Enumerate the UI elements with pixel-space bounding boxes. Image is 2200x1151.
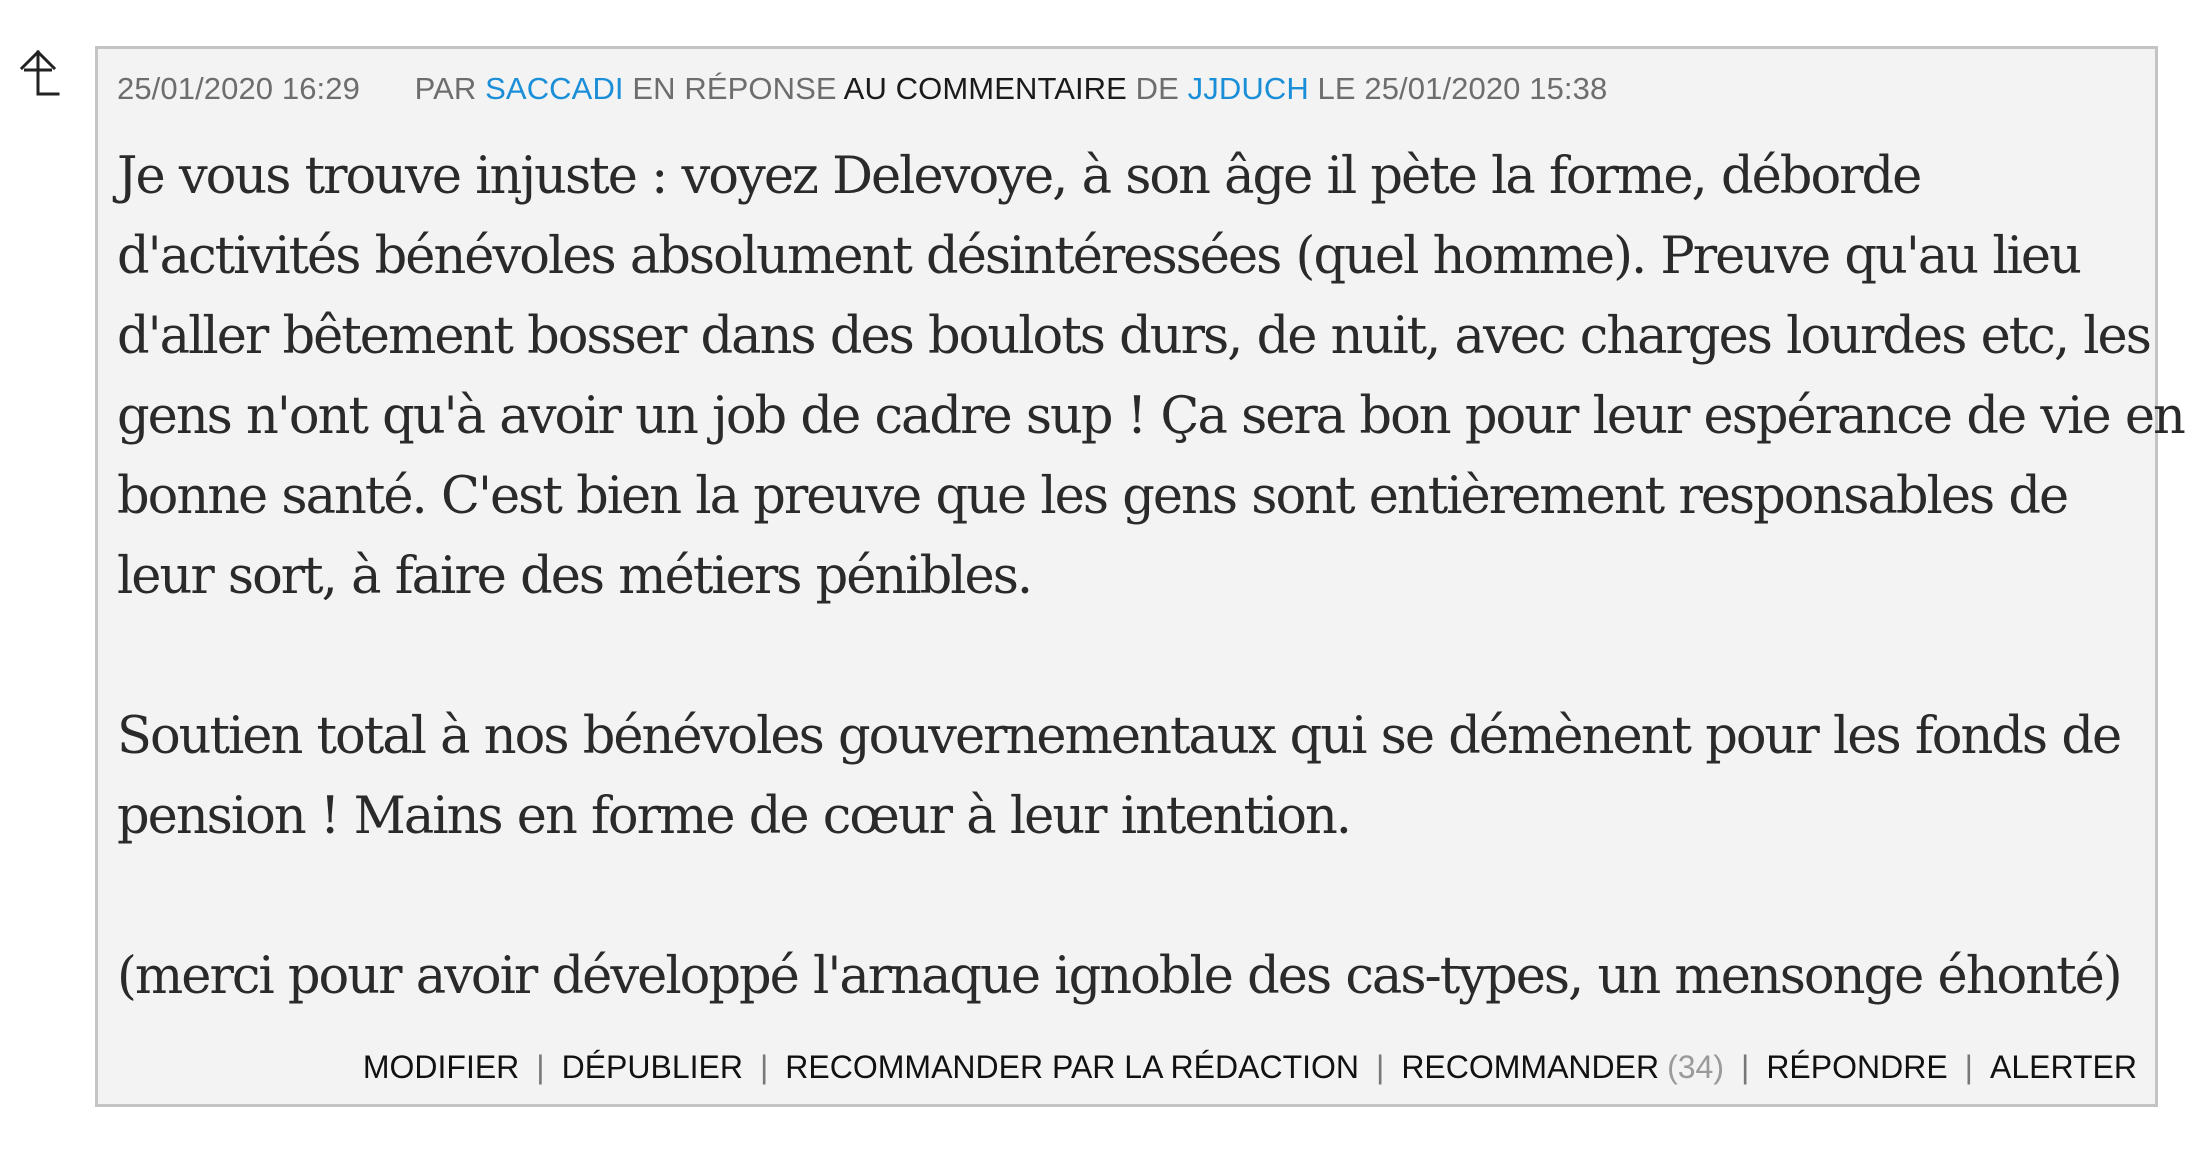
modify-button[interactable]: MODIFIER (362, 1049, 520, 1085)
action-separator: | (1964, 1049, 1973, 1085)
unpublish-button[interactable]: DÉPUBLIER (561, 1049, 743, 1085)
comment-paragraph (117, 137, 2184, 617)
comment-line: gens n'ont qu'à avoir un job de cadre sup ! Ça sera bon pour leur espérance de vie en (117, 387, 2184, 446)
editorial-recommend-button[interactable]: RECOMMANDER PAR LA RÉDACTION (785, 1049, 1359, 1085)
reply-button[interactable]: RÉPONDRE (1766, 1049, 1948, 1085)
recommend-count: (34) (1667, 1049, 1724, 1085)
comment-line: Je vous trouve injuste : voyez Delevoye, à son âge il pète la forme, déborde (117, 147, 1921, 206)
report-button[interactable]: ALERTER (1989, 1049, 2137, 1085)
reply-to-date: 25/01/2020 15:38 (1364, 71, 1608, 106)
comment-meta (117, 71, 1607, 107)
action-separator: | (1376, 1049, 1385, 1085)
comment-paragraph (117, 697, 2147, 857)
action-separator: | (759, 1049, 769, 1085)
meta-en-reponse: EN RÉPONSE (632, 71, 837, 106)
comment-line: pension ! Mains en forme de cœur à leur intention. (117, 787, 1351, 846)
parent-comment-link[interactable]: AU COMMENTAIRE (843, 71, 1127, 106)
comment-line: (merci pour avoir développé l'arnaque ignoble des cas-types, un mensonge éhonté) (117, 947, 2121, 1006)
meta-de: DE (1135, 71, 1179, 106)
back-to-parent-icon[interactable] (14, 48, 62, 100)
comment-line: leur sort, à faire des métiers pénibles. (117, 547, 1032, 606)
meta-le: LE (1317, 71, 1356, 106)
action-separator: | (1741, 1049, 1750, 1085)
comment-card (95, 46, 2184, 1107)
comment-line: bonne santé. C'est bien la preuve que les gens sont entièrement responsables de (117, 467, 2068, 526)
comment-line: Soutien total à nos bénévoles gouvernementaux qui se démènent pour les fonds de (117, 707, 2121, 766)
action-separator: | (536, 1049, 545, 1085)
comment-date: 25/01/2020 16:29 (117, 71, 360, 106)
comment-body (117, 137, 2184, 1017)
comment-line: d'aller bêtement bosser dans des boulots durs, de nuit, avec charges lourdes etc, les (117, 307, 2150, 366)
comment-actions (363, 1049, 2137, 1086)
recommend-button[interactable]: RECOMMANDER (1401, 1049, 1660, 1085)
meta-par: PAR (414, 71, 477, 106)
comment-paragraph (117, 937, 2147, 1017)
author-link[interactable]: SACCADI (485, 71, 624, 106)
comment-line: d'activités bénévoles absolument désintéressées (quel homme). Preuve qu'au lieu (117, 227, 2080, 286)
reply-to-author-link[interactable]: JJDUCH (1187, 71, 1309, 106)
